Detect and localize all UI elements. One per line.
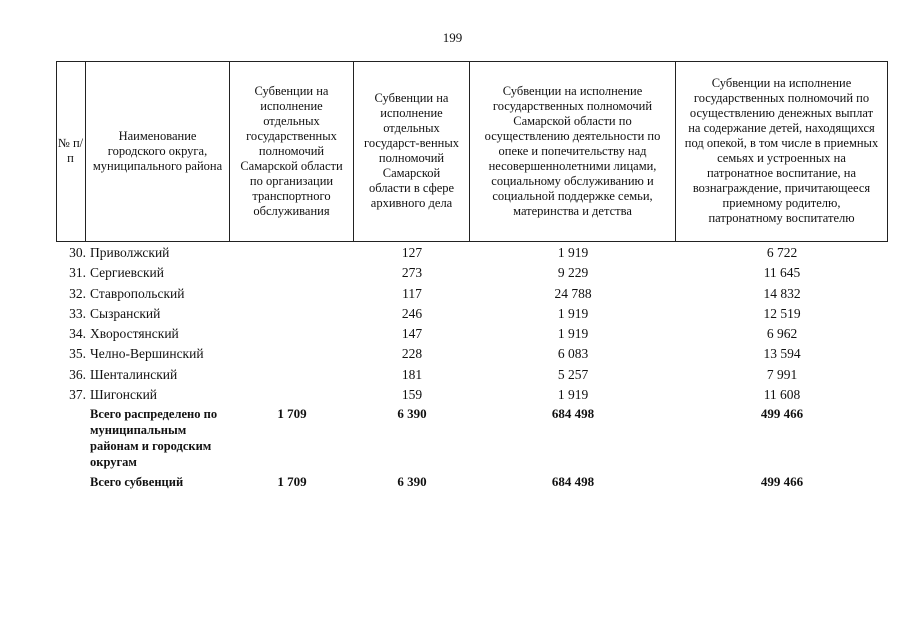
row-guardianship-value: 5 257 <box>557 367 589 382</box>
row-archive-value: 117 <box>402 286 422 301</box>
row-payments-value: 14 832 <box>763 286 801 301</box>
header-col-payments <box>676 61 888 241</box>
row-guardianship-value: 24 788 <box>554 286 592 301</box>
total-subventions-payments: 499 466 <box>760 474 804 489</box>
total-subventions-guardianship: 684 498 <box>551 474 595 489</box>
header-num <box>56 61 86 241</box>
row-guardianship-value: 1 919 <box>557 245 589 260</box>
row-payments-value: 13 594 <box>763 346 801 361</box>
row-name: Сызранский <box>90 306 161 321</box>
header-name-text: Наименование городского округа, муниципального района <box>92 128 223 173</box>
header-col-transport <box>230 61 354 241</box>
row-archive-value: 246 <box>401 306 423 321</box>
row-num: 36. <box>69 367 86 382</box>
row-name: Шенталинский <box>90 367 178 382</box>
total-subventions-transport: 1 709 <box>277 474 307 489</box>
total-distributed-payments: 499 466 <box>760 406 804 421</box>
row-archive-value: 273 <box>401 265 423 280</box>
table-row <box>56 346 888 366</box>
total-distributed-label: Всего распределено по муниципальным районам и городским округам <box>90 407 218 469</box>
table-row <box>56 265 888 285</box>
row-guardianship-value: 1 919 <box>557 326 589 341</box>
row-payments-value: 12 519 <box>763 306 801 321</box>
table-row <box>56 306 888 326</box>
total-distributed-transport: 1 709 <box>277 406 307 421</box>
row-archive-value: 228 <box>401 346 423 361</box>
total-subventions-row <box>56 474 888 492</box>
table-row <box>56 245 888 265</box>
row-payments-value: 6 962 <box>766 326 798 341</box>
header-col-archive-text: Субвенции на исполнение отдельных государст-венных полномочий Самарской области в сфере архивного дела <box>364 91 459 210</box>
header-name <box>86 61 230 241</box>
total-distributed-guardianship: 684 498 <box>551 406 595 421</box>
row-archive-value: 147 <box>401 326 423 341</box>
header-num-text: № п/п <box>57 136 84 165</box>
page-number: 199 <box>442 30 463 45</box>
table-row <box>56 367 888 387</box>
header-bottom-border <box>56 241 888 242</box>
row-name: Шигонский <box>90 387 158 402</box>
table-header <box>56 61 888 241</box>
row-archive-value: 159 <box>401 387 423 402</box>
row-num: 35. <box>69 346 86 361</box>
row-num: 37. <box>69 387 86 402</box>
row-num: 32. <box>69 286 86 301</box>
row-num: 30. <box>69 245 86 260</box>
header-col-transport-text: Субвенции на исполнение отдельных государственных полномочий Самарской области по организации транспортного обслуживания <box>240 83 343 218</box>
row-payments-value: 7 991 <box>766 367 798 382</box>
total-distributed-archive: 6 390 <box>397 406 427 421</box>
row-guardianship-value: 1 919 <box>557 306 589 321</box>
header-col-payments-text: Субвенции на исполнение государственных полномочий по осуществлению денежных выплат на содержание детей, находящихся под опекой, в том числе в приемных семьях и устроенных на патронатное воспитание, на вознаграждение, причитающееся приемному родителю, патронатному воспитателю <box>684 76 879 225</box>
row-guardianship-value: 6 083 <box>557 346 589 361</box>
table-row <box>56 286 888 306</box>
header-col-archive <box>354 61 470 241</box>
row-name: Приволжский <box>90 245 170 260</box>
row-num: 33. <box>69 306 86 321</box>
total-subventions-archive: 6 390 <box>397 474 427 489</box>
row-payments-value: 11 645 <box>763 265 801 280</box>
row-archive-value: 127 <box>401 245 423 260</box>
total-subventions-label: Всего субвенций <box>90 475 184 489</box>
total-distributed-row <box>56 406 888 470</box>
row-payments-value: 6 722 <box>766 245 798 260</box>
row-name: Ставропольский <box>90 286 185 301</box>
row-payments-value: 11 608 <box>763 387 801 402</box>
table-row <box>56 326 888 346</box>
row-name: Сергиевский <box>90 265 164 280</box>
row-archive-value: 181 <box>401 367 423 382</box>
row-num: 31. <box>69 265 86 280</box>
row-name: Челно-Вершинский <box>90 346 204 361</box>
header-col-guardianship-text: Субвенции на исполнение государственных полномочий Самарской области по осуществлению деятельности по опеке и попечительству над несовершеннолетними лицами, социальному обслуживанию и социальной поддержке семьи, материнства и детства <box>484 83 661 218</box>
row-guardianship-value: 1 919 <box>557 387 589 402</box>
row-name: Хворостянский <box>90 326 179 341</box>
row-guardianship-value: 9 229 <box>557 265 589 280</box>
table-row <box>56 387 888 407</box>
row-num: 34. <box>69 326 86 341</box>
header-col-guardianship <box>470 61 676 241</box>
